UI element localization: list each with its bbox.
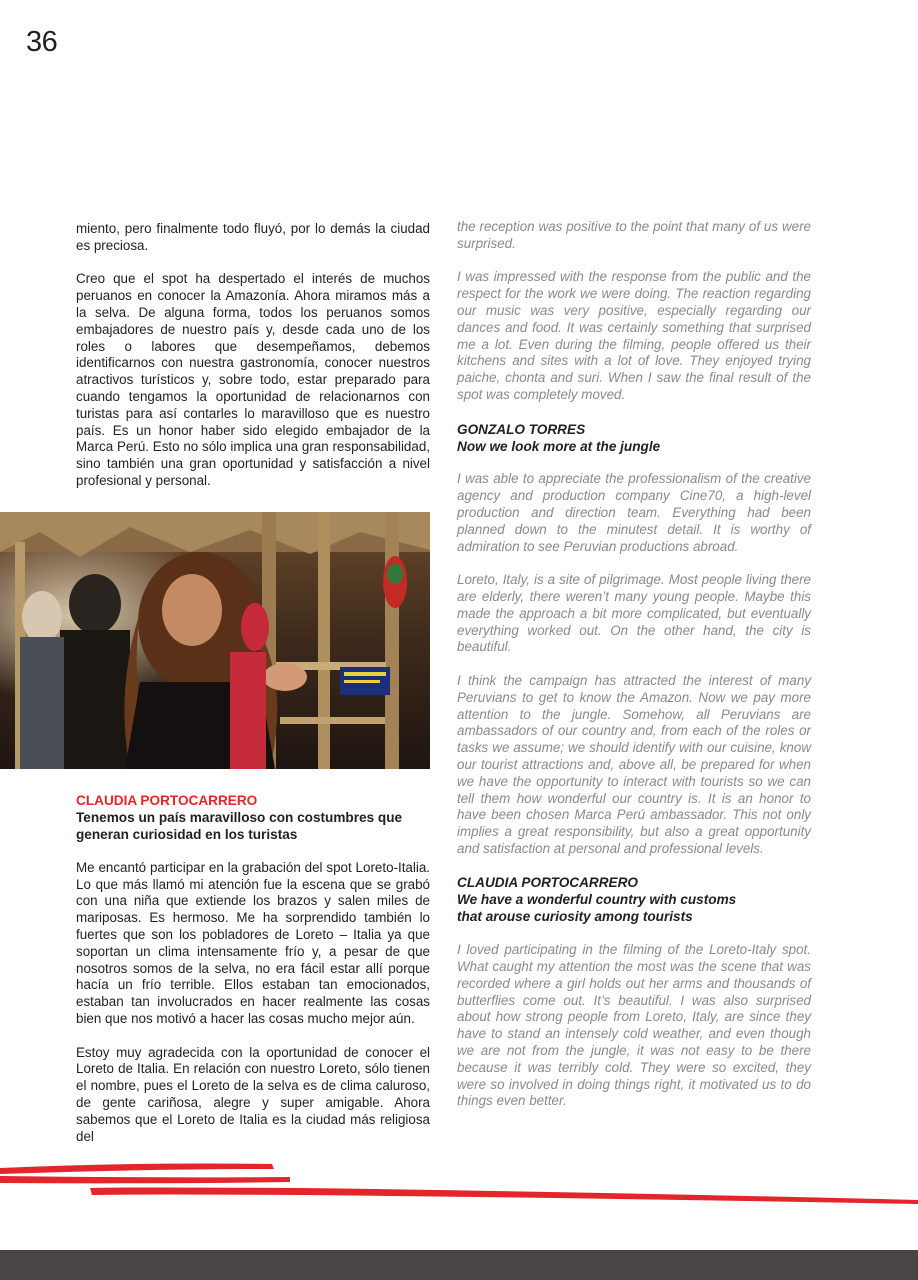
section-title-line: We have a wonderful country with customs xyxy=(457,892,737,908)
paragraph: Me encantó participar en la grabación del spot Loreto-Italia. Lo que más llamó mi atención fue la escena que se grabó con una niña que extiende los brazos y salen miles de mariposas. Es hermoso. Me ha sorprendido también lo fuertes que son los pobladores de Loreto – Italia ya que soportan un clima intensamente frío y, a pesar de que nosotros somos de la selva, no era fácil estar allí porque hacía un frío terrible. Ellos estaban tan emocionados, estaban tan involucrados en hacer realmente las cosas bien que nos motivó a hacer las cosas mucho mejor aún. xyxy=(76,859,430,1026)
right-column xyxy=(457,219,811,1110)
left-column-top-text xyxy=(76,221,430,490)
footer-bar xyxy=(0,1250,918,1280)
section-title-line: that arouse curiosity among tourists xyxy=(457,909,693,925)
paragraph: Creo que el spot ha despertado el interés de muchos peruanos en conocer la Amazonía. Ahora miramos más a la selva. De alguna forma, todos los peruanos somos embajadores de nuestro país y, desde cada uno de los roles o labores que desempeñamos, debemos identificarnos con nuestra gastronomía, conocer nuestros atractivos turísticos y, sobre todo, estar preparado para cuando tengamos la oportunidad de relacionarnos con turistas para así contarles lo maravilloso que es nuestro país. Es un honor haber sido elegido embajador de la Marca Perú. Esto no sólo implica una gran responsabilidad, sino también una gran oportunidad y satisfacción a nivel profesional y personal. xyxy=(76,271,430,488)
market-scene-illustration xyxy=(0,512,430,769)
section-title: Tenemos un país maravilloso con costumbres que generan curiosidad en los turistas xyxy=(76,810,403,842)
paragraph: Estoy muy agradecida con la oportunidad de conocer el Loreto de Italia. En relación con nuestro Loreto, sólo tienen el nombre, pues el Loreto de la selva es de clima caluroso, de gente cariñosa, alegre y super amigable. Ahora sabemos que el Loreto de Italia es la ciudad más religiosa del xyxy=(76,1044,430,1144)
left-column-section xyxy=(76,792,430,1145)
paragraph: I loved participating in the filming of the Loreto-Italy spot. What caught my attention the most was the scene that was recorded where a girl holds out her arms and thousands of butterflies come out. It’s beautiful. I was also surprised about how strong people from Loreto, Italy, are since they have to stand an intensely cold weather, and even though we are not from the jungle, it was not easy to be there because it was terribly cold. They were so excited, they were so involved in doing things right, it motivated us to do things even better. xyxy=(457,942,811,1109)
section-title: Now we look more at the jungle xyxy=(457,438,661,454)
paragraph: miento, pero finalmente todo fluyó, por lo demás la ciudad es preciosa. xyxy=(76,221,430,253)
paragraph: I think the campaign has attracted the interest of many Peruvians to get to know the Amazon. Now we pay more attention to the jungle. Somehow, all Peruvians are ambassadors of our country and, from each of the roles or tasks we assume; we should identify with our cuisine, know our tourist attractions and, above all, be prepared for when we have the opportunity to interact with tourists so we can tell them how wonderful our country is. It is an honor to have been chosen Marca Perú ambassador. This not only implies a great responsibility, but also a great opportunity and satisfaction at personal and professional levels. xyxy=(457,672,811,856)
paragraph: I was impressed with the response from the public and the respect for the work we were doing. The reaction regarding our music was very positive, especially regarding our dances and food. It was certainly something that surprised me a lot. Even during the filming, people offered us their kitchens and sites with a lot of love. They enjoyed trying paiche, chonta and suri. When I saw the final result of the spot was completely moved. xyxy=(457,269,811,402)
paragraph: the reception was positive to the point that many of us were surprised. xyxy=(457,219,811,251)
section-name: CLAUDIA PORTOCARRERO xyxy=(457,875,639,891)
paragraph: I was able to appreciate the professionalism of the creative agency and production company Cine70, a high-level production and direction team. Everything had been planned down to the minutest detail. It is worthy of admiration to see Peruvian productions abroad. xyxy=(457,471,811,554)
red-brush-stroke xyxy=(0,1155,918,1205)
section-name: CLAUDIA PORTOCARRERO xyxy=(76,793,258,808)
paragraph: Loreto, Italy, is a site of pilgrimage. Most people living there are elderly, there weren’t many young people. Maybe this made the approach a bit more complicated, but eventually everything worked out. On the other hand, the city is beautiful. xyxy=(457,572,811,655)
section-name: GONZALO TORRES xyxy=(457,421,586,437)
article-photo xyxy=(0,512,430,769)
page-number: 36 xyxy=(26,26,58,58)
